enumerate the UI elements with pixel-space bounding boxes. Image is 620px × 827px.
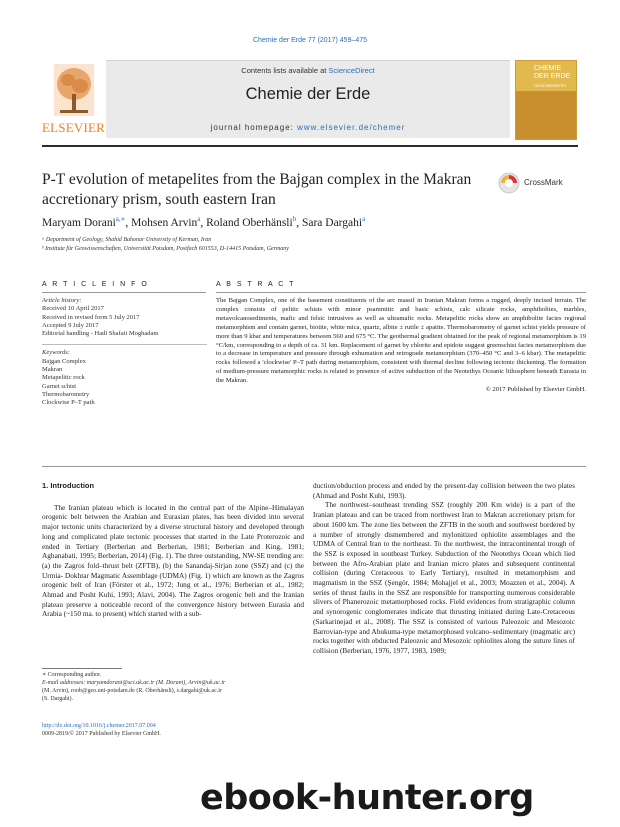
author-name[interactable]: Roland Oberhänsli (206, 216, 293, 229)
doi-link[interactable]: http://dx.doi.org/10.1016/j.chemer.2017.07.004 (42, 723, 156, 729)
sciencedirect-link[interactable]: ScienceDirect (328, 66, 375, 75)
author-list: Maryam Dorani$^{a,∗}$, Mohsen Arvin$^a$, Roland Oberhänsli$^b$, Sara Dargahi$^a$ (42, 215, 366, 229)
author-affil-marker[interactable]: a (197, 215, 201, 223)
article-info-label: A R T I C L E I N F O (42, 281, 149, 288)
footnote (42, 671, 307, 703)
abstract-rule (216, 292, 586, 293)
keyword: Garnet schist (42, 382, 77, 390)
body-paragraph: The Iranian plateau which is located in the central part of the Alpine–Himalayan orogenic belt between the Arabian and Eurasian plates, has been divided into several major tectonic units characterized by a diverse structural history and developed through long and complicated plate tectonic processes that started in the Late Proterozoic and ended in Tertiary (Berberian and Berberian, 1981; Berberian and King, 1981; Aghanabati, 1995; Berberian, 2014) (Fig. 1). The three outstanding, NW-SE trending are: (a) the Zagros fold–thrust belt (ZFTB), (b) the Sanandaj-Sirjan zone (SSZ) and (c) the Urmia- Dokhtar Magmatic Assemblage (UDMA) (Fig. 1) which are known as the Zagros orogenic belt of Iran (Förster et al., 1972; Jung et al., 1976; Berberian et al., 1982; Ahmad and Posht Kuhi, 1993; Alavi, 2004). The Zagros orogenic belt and the Iranian plateau preserve a noticeable record of the convergence history between Eurasia and Arabia (~150 ma. to present) which started with a sub- (42, 502, 304, 619)
affiliation-a: ᵃ Department of Geology, Shahid Bahonar University of Kerman, Iran (42, 237, 212, 243)
author-affil-marker[interactable]: a,∗ (115, 215, 126, 223)
author-affil-marker[interactable]: a (362, 215, 366, 223)
article-title: P-T evolution of metapelites from the Bajgan complex in the Makran accretionary prism, south eastern Iran (42, 171, 472, 208)
crossmark-icon (498, 172, 520, 194)
affiliations (42, 236, 582, 254)
elsevier-tree-icon (54, 64, 94, 116)
issn-line: 0009-2819/© 2017 Published by Elsevier GmbH. (42, 731, 161, 737)
homepage-link[interactable]: www.elsevier.de/chemer (297, 123, 406, 132)
crossmark-badge[interactable] (498, 172, 588, 194)
footnote-emails: (S. Dargahi). (42, 696, 74, 702)
author-affil-marker[interactable]: b (292, 215, 297, 223)
footnote-rule (42, 668, 122, 669)
journal-reference[interactable]: Chemie der Erde 77 (2017) 459–475 (252, 37, 368, 44)
body-paragraph: The northwest–southeast trending SSZ (roughly 200 Km wide) is a part of the Iranian plateau and can be traced from northwest Iran to Makran accretionary prism for about 1600 km. The zone lies between the ZFTB in the south and southwest bordered by a number of strongly dismembered and mylonitized ophiolite assemblages and the UDMA of Central Iran to the northeast. To the northwest, the intracontinental trough of the SSZ is exposed in southeast Turkey. Subduction of the Neotethys Ocean which lied between the Afro-Arabian plate and Iranian micro plates and subsequent continental collision (during Cretaceous to Early Tertiary), resulted in metamorphism and magmatism in the SSZ (Şengör, 1984; Mohajjel et al., 2003; Moazzen et al., 2004). A series of thrust faults in the SSZ are responsible for transporting numerous considerable slivers of Phanerozoic metamorphosed rocks. Field evidences from stratigraphic column and synorogenic conglomerates indicate that thrusting initiated during Late-Cretaceous (Sarkarinejad et al., 2008). The SSZ is consisted of various Paleozoic and Mesozoic Barrovian-type and Abukuma-type metamorphosed volcano–sedimentary (magmatic arc) rocks together with obducted Paleozoic and Mesozoic ophiolites along the suture lines of collision (Berberian, 1976, 1977, 1983, 1989; (313, 500, 575, 655)
history-item: Accepted 9 July 2017 (42, 321, 99, 329)
abstract-body (216, 297, 586, 395)
keyword: Clockwise P–T path (42, 399, 95, 407)
cover-title: CHEMIE DER ERDE (534, 65, 571, 80)
header-rule (42, 145, 578, 147)
keywords-rule (42, 344, 207, 345)
history-item: Received in revised form 5 July 2017 (42, 313, 140, 321)
footnote-emails[interactable]: E-mail addresses: maryamdorani@sci.uk.ac.ir (M. Dorani), Arvin@uk.ac.ir (42, 680, 226, 686)
keyword: Makran (42, 366, 63, 374)
availability-line: Contents lists available at ScienceDirect (241, 66, 375, 75)
history-item: Received 10 April 2017 (42, 305, 104, 313)
keyword: Metapelitic rock (42, 374, 85, 382)
author-name[interactable]: Maryam Dorani (42, 216, 116, 229)
footnote-emails[interactable]: (M. Arvin), roob@geo.uni-potsdam.de (R. Oberhänsli), s.dargahi@uk.ac.ir (42, 688, 222, 694)
abstract-copyright: © 2017 Published by Elsevier GmbH. (485, 386, 586, 394)
doi-block (42, 722, 307, 738)
journal-cover (515, 60, 577, 140)
history-heading: Article history: (42, 297, 82, 304)
abstract-text: The Bajgan Complex, one of the basement constituents of the arc massif in Iranian Makran forms a rugged, deeply incised terrain. The complex consists of pelitic schists with minor psammitic and basic schists, calc silicate rocks, amphibolites, marbles, metavolcanosediments, mafic and felsic intrusives as well as ultramafic rocks. Metapelitic rocks show an amphibolite facies regional metamorphism and contain garnet, biotite, white mica, quartz, albite ± rutile ± apatite. Thermobarometry of garnet schist yields pressure of more than 9 kbar and temperatures between 560 and 675 °C. The geothermal gradient obtained for the peak of regional metamorphism is 19 °C/km, corresponding to a depth of ca. 31 km. Replacement of garnet by chlorite and epidote suggest greenschist facies metamorphism due to a decrease in temperature and pressure through exhumation and retrograde metamorphism (370–450 °C and 3–6 kbar). The metapelitic rocks followed a 'clockwise' P–T path during metamorphism, consistent with thermal decline following tectonic thickening. The formation of medium-pressure metamorphic rocks is related to presence of active subduction of the Neotethys Oceanic lithosphere beneath Eurasia in the Makran. (216, 297, 586, 385)
keywords-heading: Keywords: (42, 349, 70, 357)
body-right-column (313, 481, 575, 656)
abstract-bottom-rule (42, 466, 586, 467)
section-heading: 1. Introduction (42, 481, 95, 490)
cover-subtitle: GEOCHEMISTRY (534, 83, 567, 88)
keyword: Bajgan Complex (42, 357, 86, 365)
crossmark-label: CrossMark (524, 178, 563, 187)
affiliation-b: ᵇ Institute für Geowissenschaften, Universität Potsdam, Postfach 601553, D-14415 Potsdam, Germany (42, 246, 289, 252)
journal-homepage: journal homepage: www.elsevier.de/chemer (210, 123, 406, 132)
cover-image (516, 91, 576, 139)
abstract-label: A B S T R A C T (216, 281, 296, 288)
body-paragraph: duction/obduction process and ended by the present-day collision between the two plates (Ahmad and Posht Kuhi, 1993). (313, 481, 575, 500)
elsevier-wordmark: ELSEVIER (42, 120, 105, 135)
author-name[interactable]: Mohsen Arvin (131, 216, 198, 229)
journal-header (106, 60, 510, 138)
elsevier-logo (42, 60, 104, 137)
info-rule (42, 292, 206, 293)
footnote-label: ∗ Corresponding author. (42, 672, 102, 678)
article-info (42, 297, 207, 408)
body-left-column (42, 481, 304, 619)
watermark: ebook-hunter.org (200, 778, 534, 818)
keyword: Thermobarometry (42, 390, 90, 398)
history-item: Editorial handling - Hadi Shafaii Moghadam (42, 330, 159, 338)
author-name[interactable]: Sara Dargahi (301, 216, 363, 229)
journal-name: Chemie der Erde (245, 85, 371, 103)
